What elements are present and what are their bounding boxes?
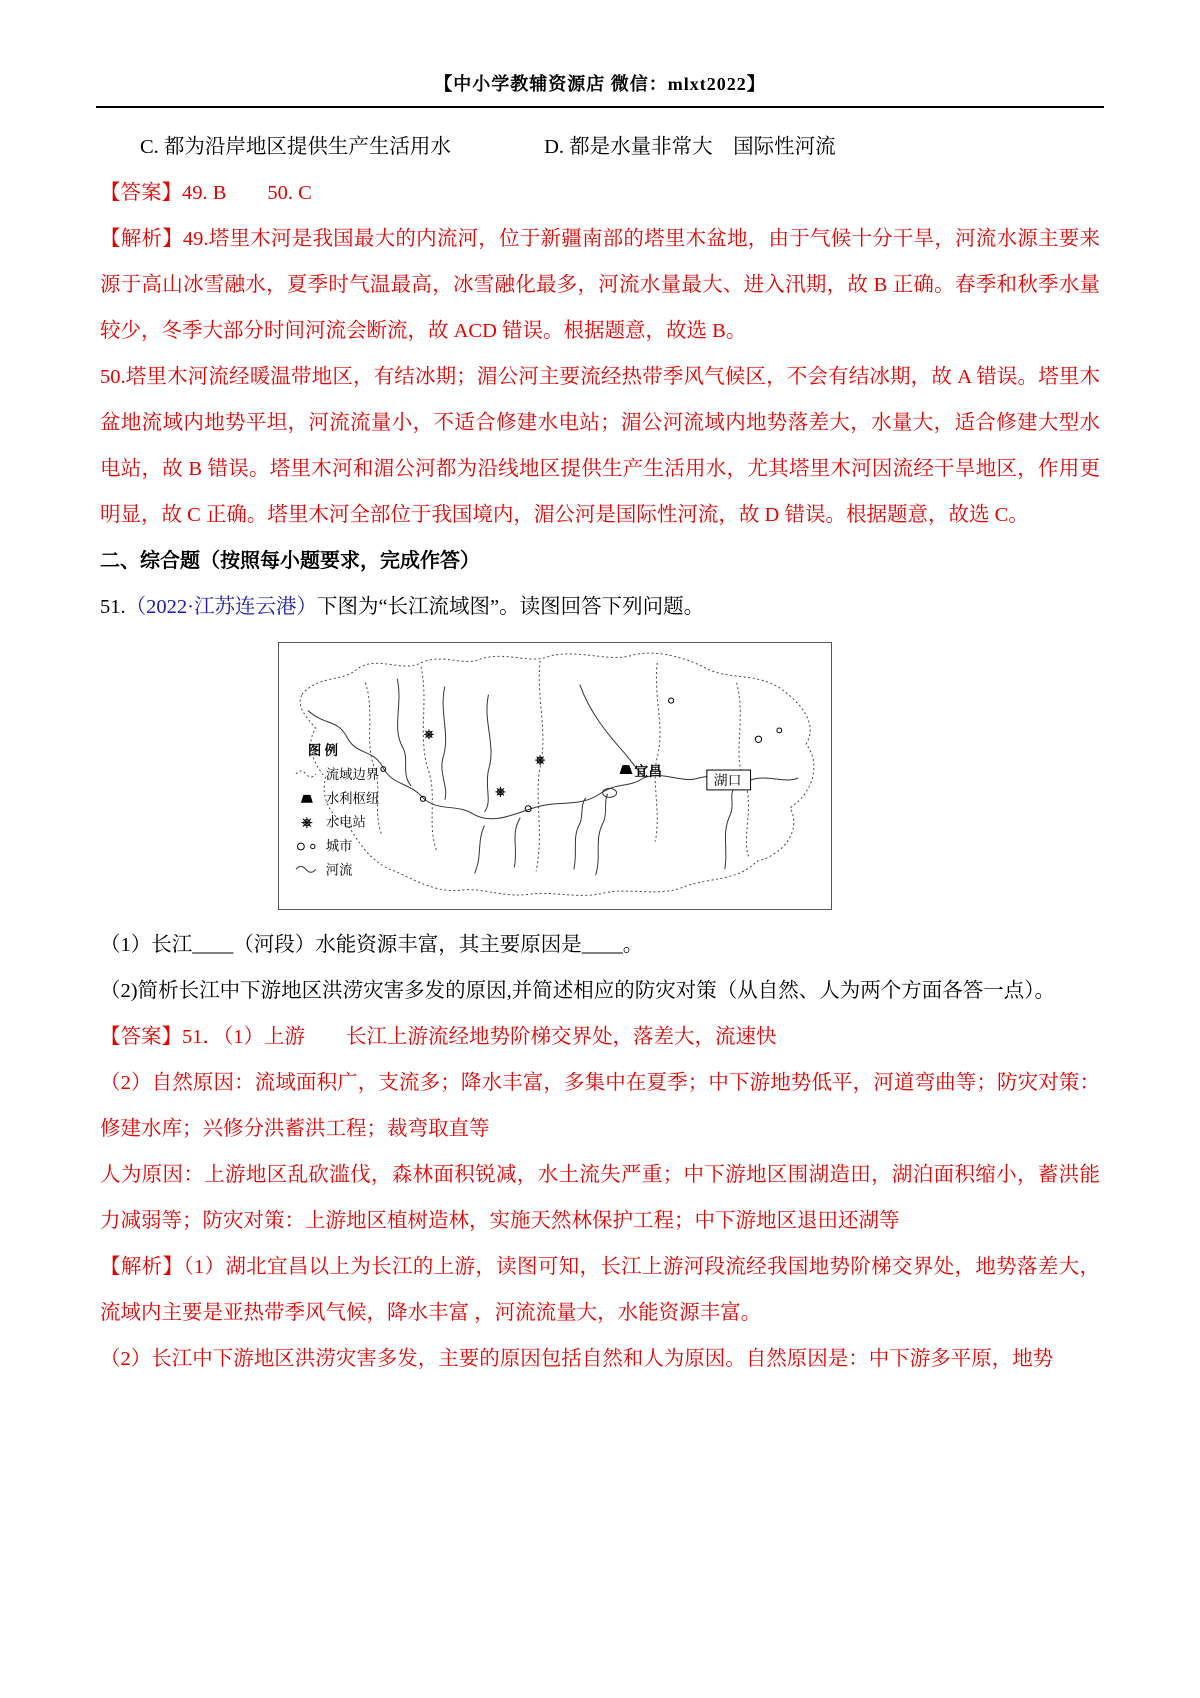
answer-51-line2: （2）自然原因：流域面积广，支流多；降水丰富，多集中在夏季；中下游地势低平，河道弯曲等；防灾对策：修建水库；兴修分洪蓄洪工程；裁弯取直等: [100, 1072, 1100, 1140]
analysis-paragraph-50: 50.塔里木河流经暖温带地区，有结冰期；湄公河主要流经热带季风气候区，不会有结冰期，故 A 错误。塔里木盆地流域内地势平坦，河流流量小，不适合修建水电站；湄公河流域内地势落差大，水量大，适合修建大型水电站，故 B 错误。塔里木河和湄公河都为沿线地区提供生产生活用水，尤其塔里木河因流经干旱地区，作用更明显，故 C 正确。塔里木河全部位于我国境内，湄公河是国际性河流，故 D 错误。根据题意，故选 C。: [100, 366, 1100, 526]
dongting-lake: [603, 788, 617, 797]
legend-boundary-icon: [296, 771, 316, 777]
legend-item-city: 城市: [325, 838, 353, 854]
options-line: [100, 124, 1100, 170]
analysis-51-part1: 【解析】（1）湖北宜昌以上为长江的上游，读图可知，长江上游河段流经我国地势阶梯交界处，地势落差大，流域内主要是亚热带季风气候，降水丰富 ，河流流量大，水能资源丰富。: [100, 1256, 1100, 1324]
legend-title: 图 例: [307, 743, 338, 759]
legend-item-river: 河流: [325, 862, 353, 878]
legend-city-icon: [298, 843, 315, 850]
legend-river-icon: [296, 866, 316, 872]
question-51-number: 51.: [100, 596, 126, 618]
option-c: C. 都为沿岸地区提供生产生活用水: [140, 136, 451, 158]
hukou-marker: [707, 770, 751, 790]
question-51-stem: [100, 584, 1100, 630]
legend-item-boundary: 流域边界: [325, 766, 380, 782]
yichang-label: 宜昌: [634, 765, 663, 780]
basin-map-svg: [278, 642, 832, 910]
hukou-label: 湖口: [713, 773, 742, 789]
legend-item-hub: 水利枢纽: [325, 790, 380, 806]
city-markers: [381, 698, 782, 812]
legend-item-station: 水电站: [325, 814, 366, 830]
yichang-marker: [620, 763, 663, 780]
header-title: 【中小学教辅资源店 微信：mlxt2022】: [434, 74, 766, 94]
legend-station-icon: [301, 817, 312, 828]
analysis-paragraph-49: 【解析】49.塔里木河是我国最大的内流河，位于新疆南部的塔里木盆地，由于气候十分干旱，河流水源主要来源于高山冰雪融水，夏季时气温最高，冰雪融化最多，河流水量最大、进入汛期，故 B 正确。春季和秋季水量较少，冬季大部分时间河流会断流，故 ACD 错误。根据题意，故选 B。: [100, 228, 1100, 342]
legend-hub-icon: [301, 795, 313, 803]
question-51-source: （2022·江苏连云港）: [125, 596, 317, 618]
analysis-51-part2: （2）长江中下游地区洪涝灾害多发，主要的原因包括自然和人为原因。自然原因是：中下游多平原，地势: [100, 1348, 1054, 1370]
sub-question-2: （2)简析长江中下游地区洪涝灾害多发的原因,并简述相应的防灾对策（从自然、人为两个方面各答一点）。: [100, 980, 1055, 1002]
sub-question-1: （1）长江____（河段）水能资源丰富，其主要原因是____。: [100, 934, 644, 956]
question-51-text: 下图为“长江流域图”。读图回答下列问题。: [316, 596, 705, 618]
answer-51-line3: 人为原因：上游地区乱砍滥伐，森林面积锐减，水土流失严重；中下游地区围湖造田，湖泊面积缩小，蓄洪能力减弱等；防灾对策：上游地区植树造林，实施天然林保护工程；中下游地区退田还湖等: [100, 1164, 1100, 1232]
section-heading: 二、综合题（按照每小题要求，完成作答）: [100, 550, 480, 572]
document-body: [0, 108, 1200, 1382]
answer-line-49-50: 【答案】49. B 50. C: [100, 182, 312, 204]
basin-map-figure: [278, 642, 834, 910]
page-header: [0, 0, 1200, 108]
option-d: D. 都是水量非常大 国际性河流: [544, 136, 836, 158]
map-legend: [296, 742, 380, 877]
answer-51-line1: 【答案】51．（1）上游 长江上游流经地势阶梯交界处，落差大，流速快: [100, 1026, 777, 1048]
